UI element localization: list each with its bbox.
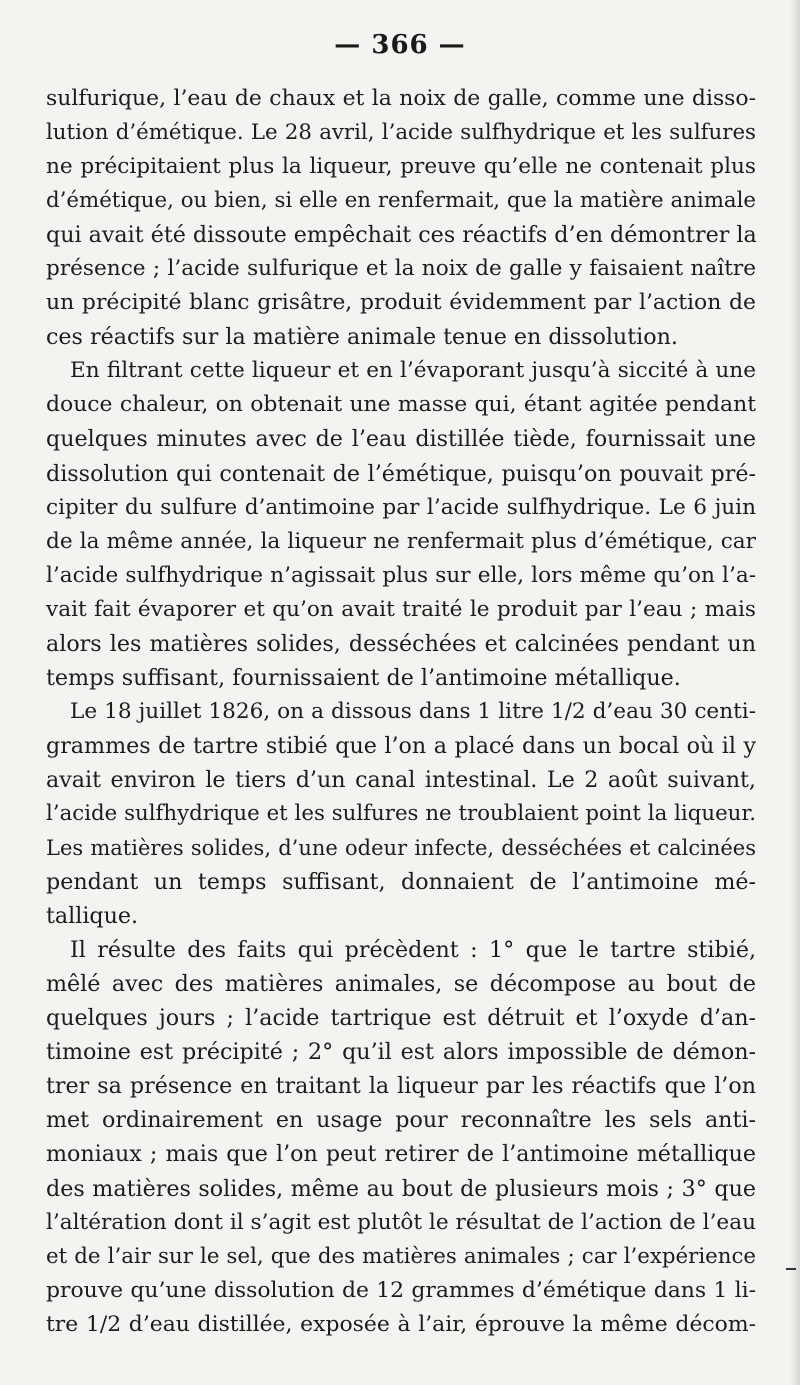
text-line: moniaux ; mais que l’on peut retirer de l’antimoine métallique (46, 1141, 756, 1168)
text-line: d’émétique, ou bien, si elle en renfermait, que la matière animale (46, 188, 756, 214)
text-line: dissolution qui contenait de l’émétique, puisqu’on pouvait pré- (46, 460, 756, 487)
text-line: met ordinairement en usage pour reconnaître les sels anti- (46, 1107, 756, 1134)
text-line: tallique. (46, 903, 139, 930)
text-line: pendant un temps suffisant, donnaient de l’antimoine mé- (46, 869, 756, 896)
text-line: sulfurique, l’eau de chaux et la noix de galle, comme une disso- (46, 86, 756, 111)
text-line: de la même année, la liqueur ne renfermait plus d’émétique, car (46, 528, 756, 554)
body-text (46, 82, 756, 1342)
text-line: présence ; l’acide sulfurique et la noix de galle y faisaient naître (46, 256, 756, 282)
text-line: douce chaleur, on obtenait une masse qui, étant agitée pendant (46, 392, 756, 418)
text-line: des matières solides, même au bout de plusieurs mois ; 3° que (46, 1175, 756, 1202)
text-line: lution d’émétique. Le 28 avril, l’acide sulfhydrique et les sulfures (46, 120, 756, 146)
text-line: ces réactifs sur la matière animale tenue en dissolution. (46, 324, 678, 351)
text-line: ne précipitaient plus la liqueur, preuve qu’elle ne contenait plus (46, 154, 756, 180)
text-line: un précipité blanc grisâtre, produit évidemment par l’action de (46, 290, 756, 316)
text-line: alors les matières solides, desséchées et calcinées pendant un (46, 630, 756, 657)
text-line: Les matières solides, d’une odeur infecte, desséchées et calcinées (46, 836, 756, 861)
text-line: trer sa présence en traitant la liqueur par les réactifs que l’on (46, 1073, 756, 1100)
text-line: temps suffisant, fournissaient de l’antimoine métallique. (46, 664, 681, 691)
text-line: tre 1/2 d’eau distillée, exposée à l’air, éprouve la même décom- (46, 1311, 756, 1337)
text-line: avait environ le tiers d’un canal intestinal. Le 2 août suivant, (46, 766, 756, 793)
text-line: l’altération dont il s’agit est plutôt le résultat de l’action de l’eau (46, 1209, 756, 1235)
text-line: l’acide sulfhydrique et les sulfures ne troublaient point la liqueur. (46, 800, 756, 826)
text-line: Le 18 juillet 1826, on a dissous dans 1 litre 1/2 d’eau 30 centi- (70, 698, 756, 724)
text-line: qui avait été dissoute empêchait ces réactifs d’en démontrer la (46, 222, 757, 249)
text-line: et de l’air sur le sel, que des matières animales ; car l’expérience (46, 1243, 756, 1269)
text-line: vait fait évaporer et qu’on avait traité le produit par l’eau ; mais (46, 596, 756, 622)
text-line: cipiter du sulfure d’antimoine par l’acide sulfhydrique. Le 6 juin (46, 494, 756, 520)
page-edge-shadow (790, 0, 800, 1385)
text-line: En filtrant cette liqueur et en l’évaporant jusqu’à siccité à une (70, 358, 756, 384)
text-line: quelques jours ; l’acide tartrique est détruit et l’oxyde d’an- (46, 1005, 756, 1032)
text-line: quelques minutes avec de l’eau distillée tiède, fournissait une (46, 426, 756, 453)
text-line: mêlé avec des matières animales, se décompose au bout de (46, 971, 756, 998)
text-line: grammes de tartre stibié que l’on a placé dans un bocal où il y (46, 732, 756, 759)
text-line: timoine est précipité ; 2° qu’il est alors impossible de démon- (46, 1039, 756, 1066)
text-line: l’acide sulfhydrique n’agissait plus sur elle, lors même qu’on l’a- (46, 562, 756, 588)
text-line: prouve qu’une dissolution de 12 grammes d’émétique dans 1 li- (46, 1277, 756, 1303)
page-number: — 366 — (334, 30, 466, 60)
text-line: Il résulte des faits qui précèdent : 1° que le tartre stibié, (70, 937, 756, 964)
